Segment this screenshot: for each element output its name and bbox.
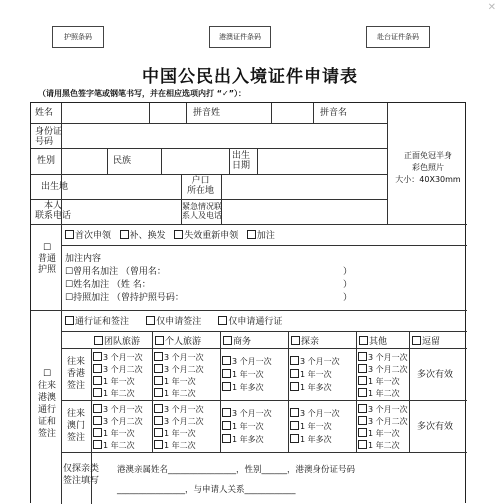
annotation-close: ） [343,293,353,303]
pin-icon: ✕ [487,2,496,13]
annotation-close: ） [343,280,353,290]
option-first-apply: 首次申领 [75,231,112,241]
annotation-passport-no[interactable]: ☐持照加注 （曾持护照号码： [65,293,184,303]
pinyin-given-label: 拼音名 [320,108,348,118]
macau-col-b: 3 个月一次 3 个月二次 1 年一次 1 年二次 [154,404,204,452]
annotation-former-name[interactable]: ☐曾用名加注 （曾用名： [65,267,166,277]
page-title: 中国公民出入境证件申请表 [142,67,358,87]
cat-business[interactable]: 商务 [223,336,251,347]
checkbox[interactable] [65,316,74,325]
checkbox[interactable] [218,316,227,325]
macau-col-c: 3 个月一次 1 年一次 1 年多次 [222,407,272,446]
checkbox[interactable] [247,230,256,239]
passport-barcode-box: 护照条码 [52,26,104,48]
annotation-title: 加注内容 [65,254,102,264]
ethnicity-label: 民族 [113,156,132,166]
macau-col-d: 3 个月一次 1 年一次 1 年多次 [290,407,340,446]
gender-label: 性别 [37,156,56,166]
hk-macau-types: 通行证和签注 仅申请签注 仅申请通行证 [65,316,282,327]
macau-multi-entry[interactable]: 多次有效 [417,422,454,432]
hk-col-d: 3 个月一次 1 年一次 1 年多次 [290,355,340,394]
hk-col-a: 3 个月一次 3 个月二次 1 年一次 1 年二次 [93,352,143,400]
instruction-text: （请用黑色签字笔或钢笔书写，并在相应选项内打 “✓”）： [38,89,247,98]
birth-date-label: 出生 日期 [232,151,251,171]
cat-individual-tour[interactable]: 个人旅游 [155,336,201,347]
hk-multi-entry[interactable]: 多次有效 [417,370,454,380]
macau-endorsement-label: 往来 澳门 签注 [66,409,85,443]
checkbox[interactable] [120,230,129,239]
annotation-close: ） [343,267,353,277]
macau-col-e: 3 个月一次 3 个月二次 1 年一次 1 年二次 [358,404,408,452]
hk-macau-section-label[interactable]: ☐ 往来 港澳 通行 证和 签注 [37,369,56,439]
cat-family-visit[interactable]: 探亲 [291,336,319,347]
macau-col-a: 3 个月一次 3 个月二次 1 年一次 1 年二次 [93,404,143,452]
checkbox[interactable] [174,230,183,239]
relative-info-line1[interactable]: 港澳亲属姓名________________，性别______，港澳身份证号码 [117,465,356,475]
option-annotate: 加注 [256,231,275,241]
photo-area-label: 正面免冠半身 彩色照片 大小：40X30mm [395,151,461,184]
annotation-name[interactable]: ☐姓名加注 （姓 名： [65,280,151,290]
hk-endorsement-label: 往来 香港 签注 [66,357,85,391]
hk-col-b: 3 个月一次 3 个月二次 1 年一次 1 年二次 [154,352,204,400]
application-form [30,102,466,503]
name-label: 姓名 [35,108,54,118]
hk-col-e: 3 个月一次 3 个月二次 1 年一次 1 年二次 [358,352,408,400]
passport-options [65,230,275,241]
birthplace-label: 出生地 [41,182,69,192]
relative-info-line2[interactable]: ________________，与申请人关系____________ [117,485,296,495]
id-number-label: 身份证 号码 [35,127,63,147]
cat-team-tour[interactable]: 团队旅游 [94,336,140,347]
cat-stay[interactable]: 逗留 [412,336,440,347]
taiwan-barcode-box: 赴台证件条码 [366,26,430,48]
passport-section-label[interactable]: ☐ 普通 护照 [37,243,56,275]
emergency-label: 紧急情况联 系人及电话 [182,202,222,220]
hk-macau-barcode-box: 港澳证件条码 [209,26,271,48]
hukou-label: 户口 所在地 [187,176,215,196]
checkbox[interactable] [146,316,155,325]
relative-only-label: 仅探亲类 签注填写 [63,464,100,486]
option-replace: 补、换发 [129,231,166,241]
option-reapply: 失效重新申领 [184,231,239,241]
checkbox[interactable] [65,230,74,239]
phone-label: 本人 联系电话 [35,201,72,221]
cat-other[interactable]: 其他 [359,336,387,347]
pinyin-surname-label: 拼音姓 [193,108,221,118]
hk-col-c: 3 个月一次 1 年一次 1 年多次 [222,355,272,394]
